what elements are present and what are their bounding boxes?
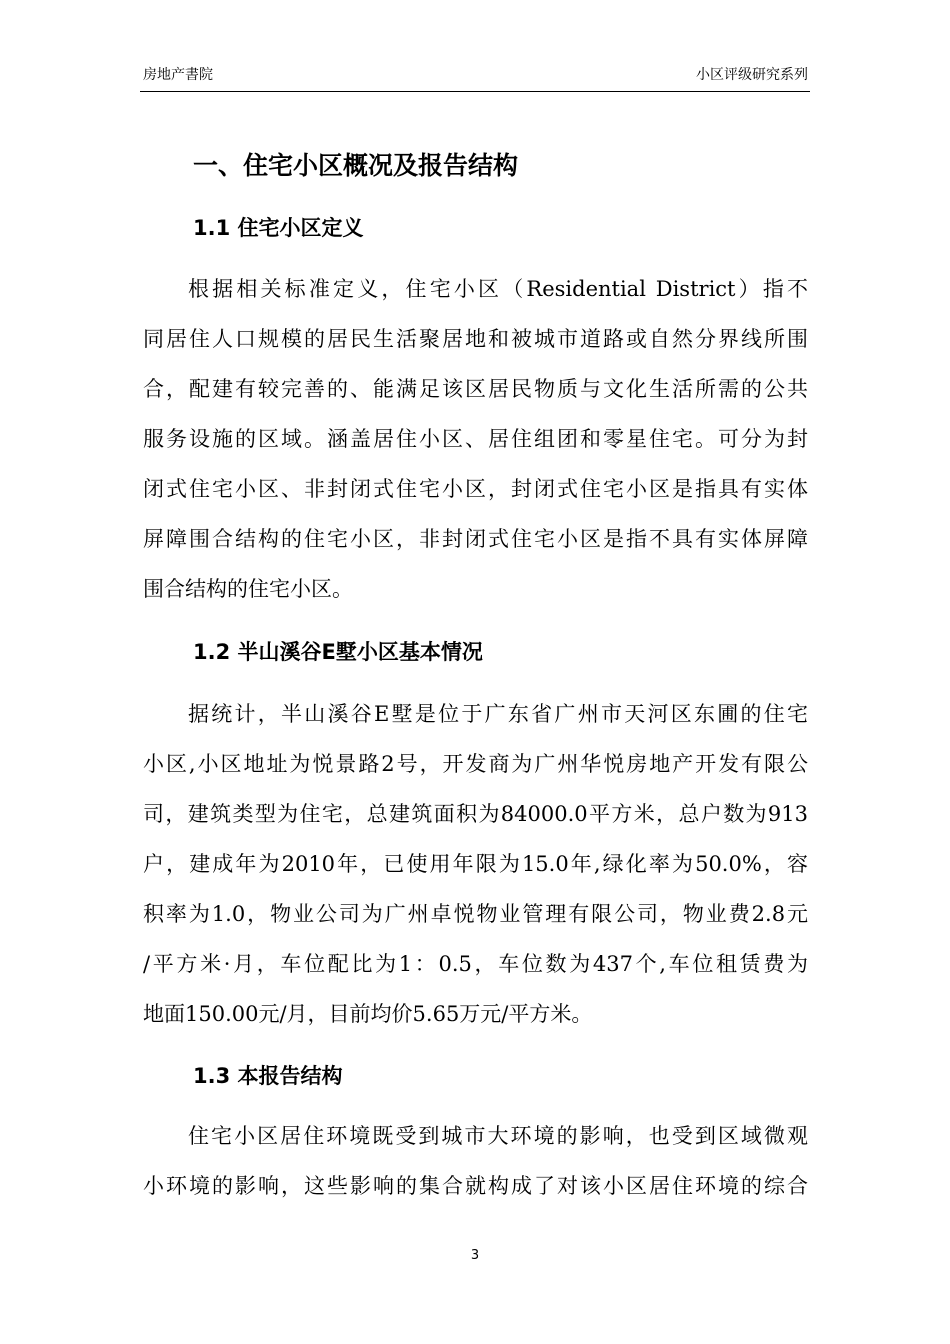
paragraph-1-3: [143, 1111, 808, 1211]
text-line: 小区,小区地址为悦景路2号，开发商为广州华悦房地产开发有限公: [143, 752, 808, 776]
text-line: 积率为1.0，物业公司为广州卓悦物业管理有限公司，物业费2.8元: [143, 902, 808, 926]
text-line: 屏障围合结构的住宅小区，非封闭式住宅小区是指不具有实体屏障: [143, 527, 808, 551]
text-line: 根据相关标准定义，住宅小区（Residential District）指不: [188, 277, 808, 301]
text-line: 地面150.00元/月，目前均价5.65万元/平方米。: [143, 1002, 593, 1026]
heading-1-2: 1.2 半山溪谷E墅小区基本情况: [193, 640, 483, 664]
paragraph-1-1: [143, 264, 808, 614]
text-line: 住宅小区居住环境既受到城市大环境的影响，也受到区域微观: [188, 1124, 808, 1148]
heading-1-1: 1.1 住宅小区定义: [193, 216, 364, 240]
text-line: 合，配建有较完善的、能满足该区居民物质与文化生活所需的公共: [143, 377, 808, 401]
header-divider: [140, 91, 810, 92]
text-line: 司，建筑类型为住宅，总建筑面积为84000.0平方米，总户数为913: [143, 802, 808, 826]
text-line: 小环境的影响，这些影响的集合就构成了对该小区居住环境的综合: [143, 1174, 808, 1198]
heading-1-3: 1.3 本报告结构: [193, 1064, 343, 1088]
page-number: 3: [470, 1248, 480, 1263]
text-line: 闭式住宅小区、非封闭式住宅小区，封闭式住宅小区是指具有实体: [143, 477, 808, 501]
section-title: 一、住宅小区概况及报告结构: [193, 151, 519, 180]
paragraph-1-2: [143, 689, 808, 1039]
text-line: 围合结构的住宅小区。: [143, 577, 353, 601]
header-right: 小区评级研究系列: [696, 67, 808, 83]
text-line: 同居住人口规模的居民生活聚居地和被城市道路或自然分界线所围: [143, 327, 808, 351]
header-left: 房地产書院: [143, 67, 213, 83]
text-line: 户，建成年为2010年，已使用年限为15.0年,绿化率为50.0%，容: [143, 852, 808, 876]
text-line: 据统计，半山溪谷E墅是位于广东省广州市天河区东圃的住宅: [188, 702, 808, 726]
text-line: 服务设施的区域。涵盖居住小区、居住组团和零星住宅。可分为封: [143, 427, 808, 451]
text-line: /平方米·月，车位配比为1：0.5，车位数为437个,车位租赁费为: [143, 952, 808, 976]
